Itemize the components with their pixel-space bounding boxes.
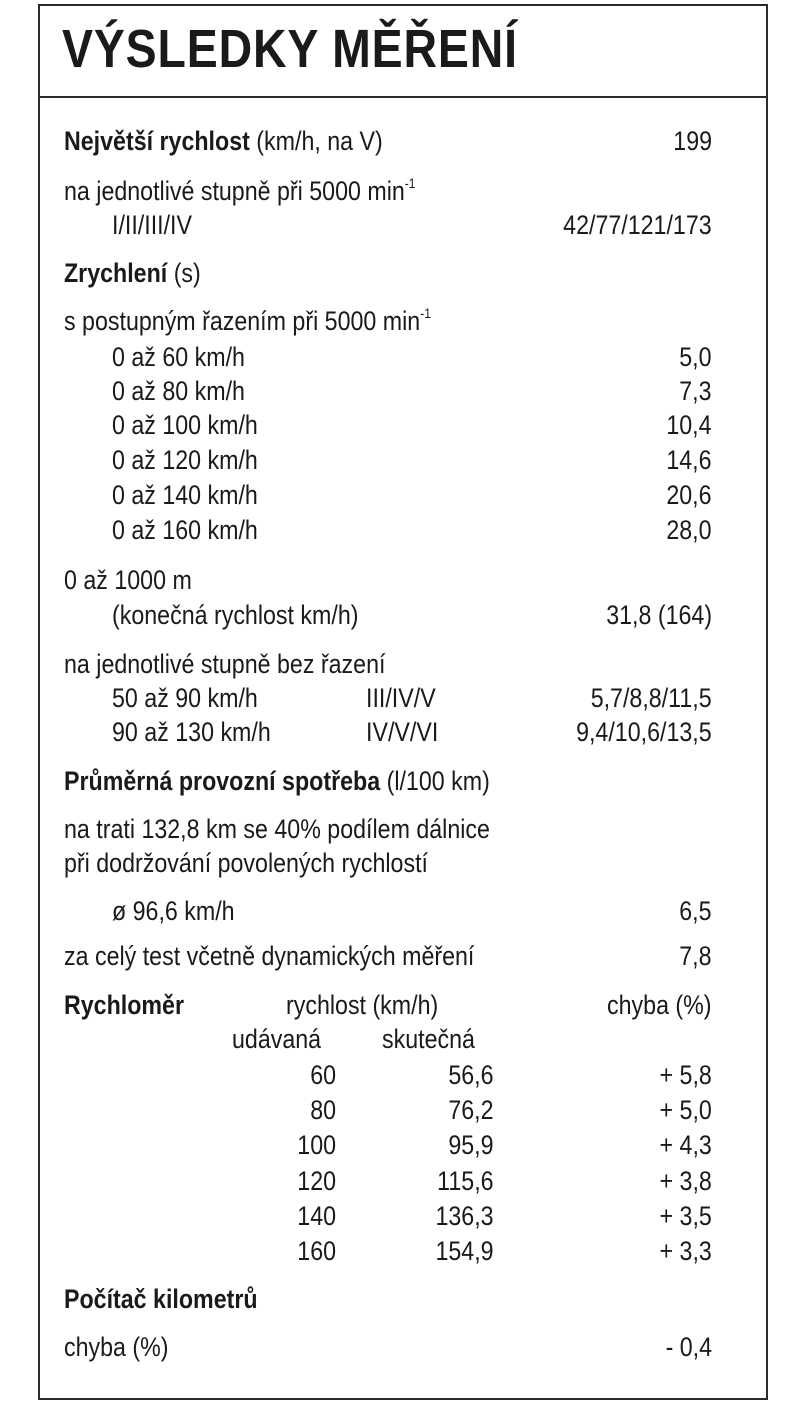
consumption-unit: (l/100 km) (386, 766, 490, 796)
acceleration-heading (40, 256, 766, 290)
indicated-value: 140 (297, 1201, 336, 1231)
indicated-header: udávaná (232, 1024, 322, 1054)
km-sub-label: (konečná rychlost km/h) (112, 600, 359, 630)
top-speed-value: 199 (673, 126, 712, 156)
accel-label: 0 až 100 km/h (112, 410, 258, 440)
indicated-value: 160 (297, 1236, 336, 1266)
route-line-2 (40, 846, 766, 880)
gears-speed-label-row (40, 174, 766, 208)
speed-error-value: + 4,3 (659, 1130, 712, 1160)
table-row (40, 443, 766, 477)
gears-speed-gears: I/II/III/IV (112, 210, 193, 240)
no-shift-range: 50 až 90 km/h (112, 683, 258, 713)
actual-value: 95,9 (448, 1130, 494, 1160)
top-speed-label: Největší rychlost (64, 126, 250, 156)
no-shift-value: 9,4/10,6/13,5 (576, 717, 712, 747)
shift-sup: -1 (420, 305, 431, 321)
table-row (40, 408, 766, 442)
speed-error-value: + 5,8 (659, 1060, 712, 1090)
table-row (40, 1058, 766, 1092)
no-shift-label-row (40, 647, 766, 681)
speed-error-value: + 5,0 (659, 1095, 712, 1125)
accel-label: 0 až 60 km/h (112, 342, 245, 372)
table-row (40, 1234, 766, 1268)
accel-value: 28,0 (666, 515, 712, 545)
odometer-label: Počítač kilometrů (64, 1284, 258, 1314)
actual-header: skutečná (382, 1024, 475, 1054)
actual-value: 136,3 (435, 1201, 494, 1231)
results-content (40, 6, 766, 1398)
table-row (40, 478, 766, 512)
total-value: 7,8 (679, 941, 712, 971)
km-value: 31,8 (164) (606, 600, 712, 630)
route-text-1: na trati 132,8 km se 40% podílem dálnice (64, 814, 490, 844)
indicated-value: 120 (297, 1166, 336, 1196)
accel-label: 0 až 160 km/h (112, 515, 258, 545)
indicated-value: 60 (310, 1060, 336, 1090)
speed-error-value: + 3,5 (659, 1201, 712, 1231)
gears-speed-sup: -1 (404, 175, 416, 191)
acceleration-label: Zrychlení (64, 258, 168, 288)
shift-label-row (40, 304, 766, 338)
table-row (40, 1128, 766, 1162)
consumption-label: Průměrná provozní spotřeba (64, 766, 381, 796)
total-label: za celý test včetně dynamických měření (64, 941, 475, 971)
actual-value: 76,2 (448, 1095, 494, 1125)
acceleration-unit: (s) (173, 258, 201, 288)
speedometer-subheader (40, 1022, 766, 1056)
no-shift-label: na jednotlivé stupně bez řazení (64, 649, 386, 679)
accel-label: 0 až 120 km/h (112, 445, 258, 475)
odometer-heading (40, 1282, 766, 1316)
error-header: chyba (%) (607, 990, 712, 1020)
accel-value: 20,6 (666, 480, 712, 510)
speedometer-heading (40, 988, 766, 1022)
accel-value: 10,4 (666, 410, 712, 440)
consumption-heading (40, 764, 766, 798)
speed-error-value: + 3,3 (659, 1236, 712, 1266)
gears-speed-label: na jednotlivé stupně při 5000 min (64, 176, 405, 206)
route-line-1 (40, 812, 766, 846)
gears-speed-value: 42/77/121/173 (563, 210, 712, 240)
avg-value: 6,5 (679, 896, 712, 926)
odometer-error-label: chyba (%) (64, 1332, 169, 1362)
no-shift-value: 5,7/8,8/11,5 (591, 683, 712, 713)
table-row (40, 1199, 766, 1233)
km-label-row (40, 563, 766, 597)
odometer-value: - 0,4 (665, 1332, 712, 1362)
accel-value: 5,0 (679, 342, 712, 372)
accel-value: 7,3 (679, 376, 712, 406)
table-row (40, 374, 766, 408)
avg-row (40, 894, 766, 928)
page-title: VÝSLEDKY MĚŘENÍ (62, 19, 518, 79)
route-text-2: při dodržování povolených rychlostí (64, 848, 428, 878)
indicated-value: 100 (297, 1130, 336, 1160)
speed-error-value: + 3,8 (659, 1166, 712, 1196)
top-speed-row (40, 124, 766, 158)
speed-header: rychlost (km/h) (286, 990, 439, 1020)
shift-label: s postupným řazením při 5000 min (64, 306, 421, 336)
odometer-row (40, 1330, 766, 1364)
actual-value: 154,9 (435, 1236, 494, 1266)
accel-value: 14,6 (666, 445, 712, 475)
top-speed-unit: (km/h, na V) (256, 126, 383, 156)
gears-speed-row (40, 208, 766, 242)
table-row (40, 340, 766, 374)
indicated-value: 80 (310, 1095, 336, 1125)
accel-label: 0 až 140 km/h (112, 480, 258, 510)
no-shift-range: 90 až 130 km/h (112, 717, 271, 747)
accel-label: 0 až 80 km/h (112, 376, 245, 406)
table-row (40, 1164, 766, 1198)
no-shift-gears: III/IV/V (366, 683, 436, 713)
avg-label: ø 96,6 km/h (112, 896, 235, 926)
no-shift-gears: IV/V/VI (366, 717, 439, 747)
km-row (40, 598, 766, 632)
table-row (40, 681, 766, 715)
speedometer-label: Rychloměr (64, 990, 185, 1020)
results-box (38, 4, 768, 1400)
table-row (40, 1093, 766, 1127)
actual-value: 115,6 (437, 1166, 494, 1196)
actual-value: 56,6 (448, 1060, 494, 1090)
table-row (40, 513, 766, 547)
total-row (40, 939, 766, 973)
km-label: 0 až 1000 m (64, 565, 192, 595)
table-row (40, 715, 766, 749)
